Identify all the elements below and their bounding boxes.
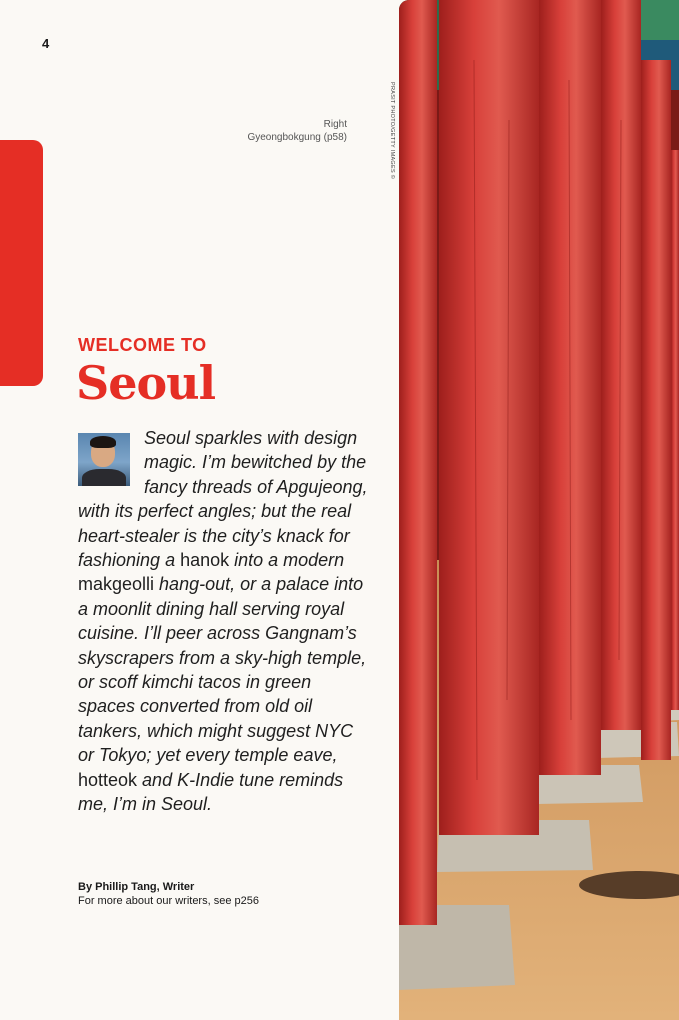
term-hanok: hanok [180,550,230,571]
intro-text-3: hang-out, or a palace into a moonlit dining hall serving royal cuisine. I’ll peer across Gangnam’s skyscrapers from a sky-high temple, or scoff kimchi tacos in green spaces converted from old oil tankers, which might suggest NYC or Tokyo; yet every temple eave, [78,574,367,766]
intro-paragraph [78,426,368,817]
author-more-link: For more about our writers, see p256 [78,895,259,907]
welcome-heading: WELCOME TO [78,335,207,355]
author-name: By Phillip Tang, Writer [78,881,195,893]
section-tab [0,140,43,386]
caption-direction: Right [323,119,347,130]
page-number: 4 [42,36,50,51]
page-title: Seoul [76,356,216,410]
intro-text-4: and K-Indie tune reminds me, I’m in Seoul. [78,769,344,815]
caption-text: Gyeongbokgung (p58) [247,132,347,143]
term-makgeolli: makgeolli [78,574,155,595]
pillars-illustration [399,0,679,1020]
hero-photo [399,0,679,1020]
photo-caption [247,118,347,144]
photo-credit [386,82,396,182]
intro-text-2: into a modern [229,550,345,571]
photo-credit-text: PRASIT PHOTO/GETTY IMAGES © [389,82,395,180]
author-byline [78,880,259,908]
avatar-spacer [78,426,144,498]
intro-text-1: Seoul sparkles with design magic. I’m bewitched by the fancy threads of Apgujeong, with its perfect angles; but the real heart-stealer is the city’s knack for fashioning a [78,428,368,571]
term-hotteok: hotteok [78,769,138,790]
